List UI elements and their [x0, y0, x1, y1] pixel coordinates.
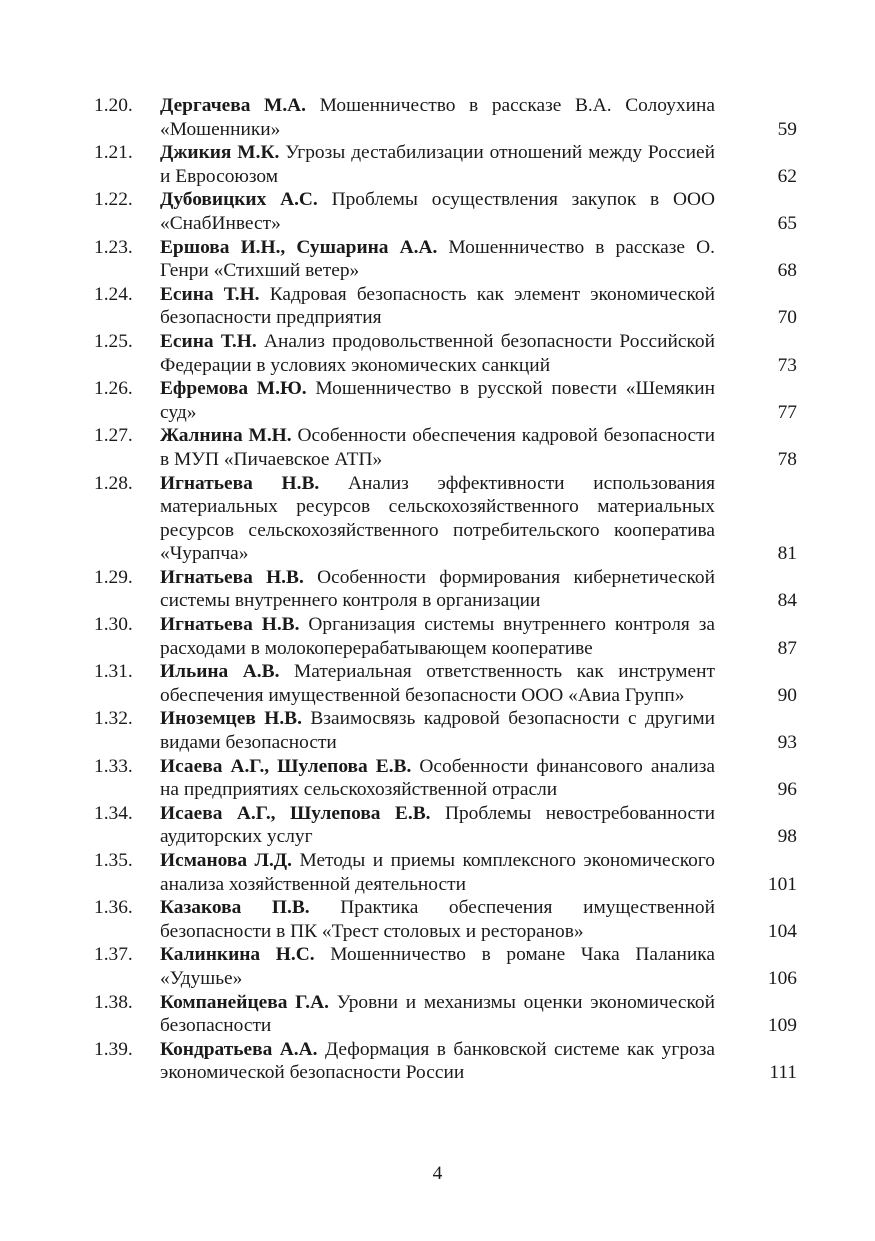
toc-entry-author: Игнатьева Н.В.	[160, 566, 304, 588]
toc-entry-text	[160, 283, 715, 330]
toc-entry-title: Уровни и механизмы оценки экономической безопасности	[160, 991, 716, 1037]
toc-entry-number: 1.37.	[94, 944, 133, 966]
toc-entry-author: Есина Т.Н.	[160, 330, 257, 352]
toc-entry-page-number: 84	[777, 590, 797, 612]
toc-entry-page	[715, 1038, 797, 1085]
toc-entry-text	[160, 896, 715, 943]
toc-entry-page	[715, 802, 797, 849]
toc-entry-title: Проблемы осуществления закупок в ООО «СнабИнвест»	[160, 189, 715, 234]
toc-entry-number: 1.25.	[94, 330, 133, 352]
toc-entry-text	[160, 802, 715, 849]
toc-entry-author: Исманова Л.Д.	[160, 850, 292, 871]
toc-entry-text	[160, 566, 715, 613]
toc-entry-title: Анализ продовольственной безопасности Российской Федерации в условиях экономических санкций	[160, 330, 715, 376]
toc-entry-number: 1.36.	[94, 897, 133, 919]
toc-entry-page-number: 62	[777, 165, 797, 187]
toc-entry-author: Исаева А.Г., Шулепова Е.В.	[160, 802, 431, 824]
page-number: 4	[432, 1163, 443, 1184]
toc-entry-title: Мошенничество в романе Чака Паланика «Удушье»	[160, 944, 715, 989]
toc-entry-number: 1.34.	[94, 802, 133, 824]
toc-entry-title: Мошенничество в рассказе В.А. Солоухина «Мошенники»	[160, 95, 715, 140]
toc-entry-text	[160, 236, 715, 283]
toc-entry-page	[715, 236, 797, 283]
toc-entry-page	[715, 472, 797, 566]
toc-entry-author: Джикия М.К.	[160, 142, 280, 164]
toc-entry-text	[160, 141, 715, 188]
toc-entry-number: 1.23.	[94, 236, 133, 258]
toc-entry-title: Проблемы невостребованности аудиторских услуг	[160, 802, 715, 848]
toc-entry-number: 1.27.	[94, 425, 133, 447]
toc-entry-author: Исаева А.Г., Шулепова Е.В.	[160, 755, 412, 777]
toc-entry-number: 1.31.	[94, 661, 133, 683]
toc-entry-title: Материальная ответственность как инструмент обеспечения имущественной безопасности ООО «Авиа Групп»	[160, 661, 715, 706]
toc-entry-title: Кадровая безопасность как элемент экономической безопасности предприятия	[160, 283, 715, 329]
toc-entry-title: Деформация в банковской системе как угроза экономической безопасности России	[160, 1038, 715, 1084]
toc-entry-number: 1.32.	[94, 708, 133, 730]
toc-entry-title: Особенности финансового анализа на предприятиях сельскохозяйственной отрасли	[160, 755, 715, 801]
toc-entry	[94, 141, 797, 188]
toc-entry	[94, 755, 797, 802]
toc-entry-number: 1.39.	[94, 1038, 133, 1060]
toc-entry-page-number: 65	[777, 212, 797, 234]
toc-entry-author: Ефремова М.Ю.	[160, 378, 307, 400]
toc-entry-page	[715, 991, 797, 1038]
toc-entry-author: Дубовицких А.С.	[160, 189, 318, 211]
toc-entry-title: Особенности обеспечения кадровой безопасности в МУП «Пичаевское АТП»	[160, 425, 715, 470]
toc-entry-page-number: 111	[769, 1062, 797, 1084]
toc-entry-author: Ильина А.В.	[160, 661, 280, 683]
toc-entry-text	[160, 188, 715, 235]
toc-entry-text	[160, 991, 715, 1038]
toc-entry	[94, 943, 797, 990]
toc-entry	[94, 283, 797, 330]
toc-entry-title: Мошенничество в русской повести «Шемякин суд»	[160, 378, 715, 423]
toc-entry-title: Мошенничество в рассказе О. Генри «Стихший ветер»	[160, 236, 715, 282]
toc-entry-title: Особенности формирования кибернетической системы внутреннего контроля в организации	[160, 566, 715, 612]
toc-entry-number: 1.30.	[94, 614, 133, 636]
toc-entry-title: Анализ эффективности использования материальных ресурсов сельскохозяйственного материальных ресурсов сельскохозяйственного потребительского кооператива «Чурапча»	[160, 472, 715, 565]
toc-entry	[94, 236, 797, 283]
toc-entry-page	[715, 943, 797, 990]
toc-entry-number: 1.26.	[94, 378, 133, 400]
toc-entry-number: 1.24.	[94, 283, 133, 305]
toc-entry-page	[715, 660, 797, 707]
toc-entry-page	[715, 188, 797, 235]
toc-entry-author: Игнатьева Н.В.	[160, 614, 300, 636]
toc-entry-page-number: 93	[777, 732, 797, 754]
toc-entry-page-number: 98	[777, 826, 797, 848]
toc-entry-title: Взаимосвязь кадровой безопасности с другими видами безопасности	[160, 708, 716, 754]
toc-entry	[94, 1038, 797, 1085]
toc-entry-title: Практика обеспечения имущественной безопасности в ПК «Трест столовых и ресторанов»	[160, 897, 715, 942]
toc-entry-page-number: 109	[767, 1015, 797, 1037]
toc-entry-page-number: 90	[777, 684, 797, 706]
toc-entry-page-number: 87	[777, 637, 797, 659]
toc-entry-number: 1.29.	[94, 566, 133, 588]
toc-entry-page	[715, 94, 797, 141]
toc-entry	[94, 802, 797, 849]
toc-entry-text	[160, 330, 715, 377]
toc-entry-page	[715, 849, 797, 896]
toc-entry-text	[160, 755, 715, 802]
toc-entry-number: 1.35.	[94, 850, 133, 871]
toc-entry	[94, 991, 797, 1038]
toc-entry-number: 1.21.	[94, 142, 133, 164]
toc-entry-page-number: 70	[777, 307, 797, 329]
toc-entry-text	[160, 1038, 715, 1085]
toc-entry-page-number: 101	[767, 873, 797, 895]
toc-entry-author: Есина Т.Н.	[160, 283, 260, 305]
toc-entry-page-number: 59	[777, 118, 797, 140]
toc-entry	[94, 377, 797, 424]
toc-entry-number: 1.28.	[94, 472, 133, 494]
toc-entry-title: Организация системы внутреннего контроля за расходами в молокоперерабатывающем кооперативе	[160, 614, 715, 659]
toc-entry-text	[160, 613, 715, 660]
toc-entry-author: Дергачева М.А.	[160, 95, 307, 116]
toc-entry-page-number: 77	[777, 401, 797, 423]
toc-entry-number: 1.38.	[94, 991, 133, 1013]
toc-entry-text	[160, 660, 715, 707]
toc-entry-text	[160, 377, 715, 424]
toc-entry-page-number: 106	[767, 967, 797, 989]
toc-entry-author: Иноземцев Н.В.	[160, 708, 302, 730]
toc-entry-page	[715, 141, 797, 188]
toc-entry-page-number: 78	[777, 448, 797, 470]
toc-entry-author: Казакова П.В.	[160, 897, 310, 919]
toc-entry-author: Компанейцева Г.А.	[160, 991, 329, 1013]
toc-entry-page-number: 68	[777, 260, 797, 282]
toc-entry-text	[160, 472, 715, 566]
toc-entry-page	[715, 424, 797, 471]
toc-entry	[94, 424, 797, 471]
toc-entry-page	[715, 707, 797, 754]
toc-entry-page	[715, 566, 797, 613]
toc-entry-title: Угрозы дестабилизации отношений между Россией и Евросоюзом	[160, 142, 715, 187]
toc-entry-text	[160, 707, 715, 754]
toc-entry	[94, 94, 797, 141]
toc-entry-page	[715, 377, 797, 424]
toc-entry-text	[160, 943, 715, 990]
toc-entry-page-number: 73	[777, 354, 797, 376]
toc-entry-author: Ершова И.Н., Сушарина А.А.	[160, 236, 438, 258]
toc-entry-page	[715, 755, 797, 802]
toc-entry	[94, 566, 797, 613]
toc-entry-text	[160, 424, 715, 471]
toc-entry-page-number: 104	[767, 920, 797, 942]
toc-entry	[94, 330, 797, 377]
toc-entry-text	[160, 849, 715, 896]
toc-entry-page	[715, 283, 797, 330]
toc-entry-page	[715, 896, 797, 943]
toc-entry-page-number: 96	[777, 779, 797, 801]
toc-entry-number: 1.20.	[94, 95, 133, 116]
toc-entry-author: Кондратьева А.А.	[160, 1038, 318, 1060]
toc-entry-number: 1.33.	[94, 755, 133, 777]
toc-entry	[94, 660, 797, 707]
toc-entry-number: 1.22.	[94, 189, 133, 211]
toc-entry-author: Жалнина М.Н.	[160, 425, 292, 447]
toc-entry-author: Калинкина Н.С.	[160, 944, 315, 966]
toc-entry	[94, 896, 797, 943]
toc-entry-text	[160, 94, 715, 141]
toc-entry-page-number: 81	[777, 543, 797, 565]
toc-entry	[94, 188, 797, 235]
toc-entry	[94, 613, 797, 660]
toc-entry	[94, 472, 797, 566]
toc-entry	[94, 707, 797, 754]
toc-entry-title: Методы и приемы комплексного экономического анализа хозяйственной деятельности	[160, 850, 715, 895]
table-of-contents	[94, 94, 797, 1085]
toc-entry-author: Игнатьева Н.В.	[160, 472, 320, 494]
toc-entry-page	[715, 613, 797, 660]
toc-entry	[94, 849, 797, 896]
toc-entry-page	[715, 330, 797, 377]
